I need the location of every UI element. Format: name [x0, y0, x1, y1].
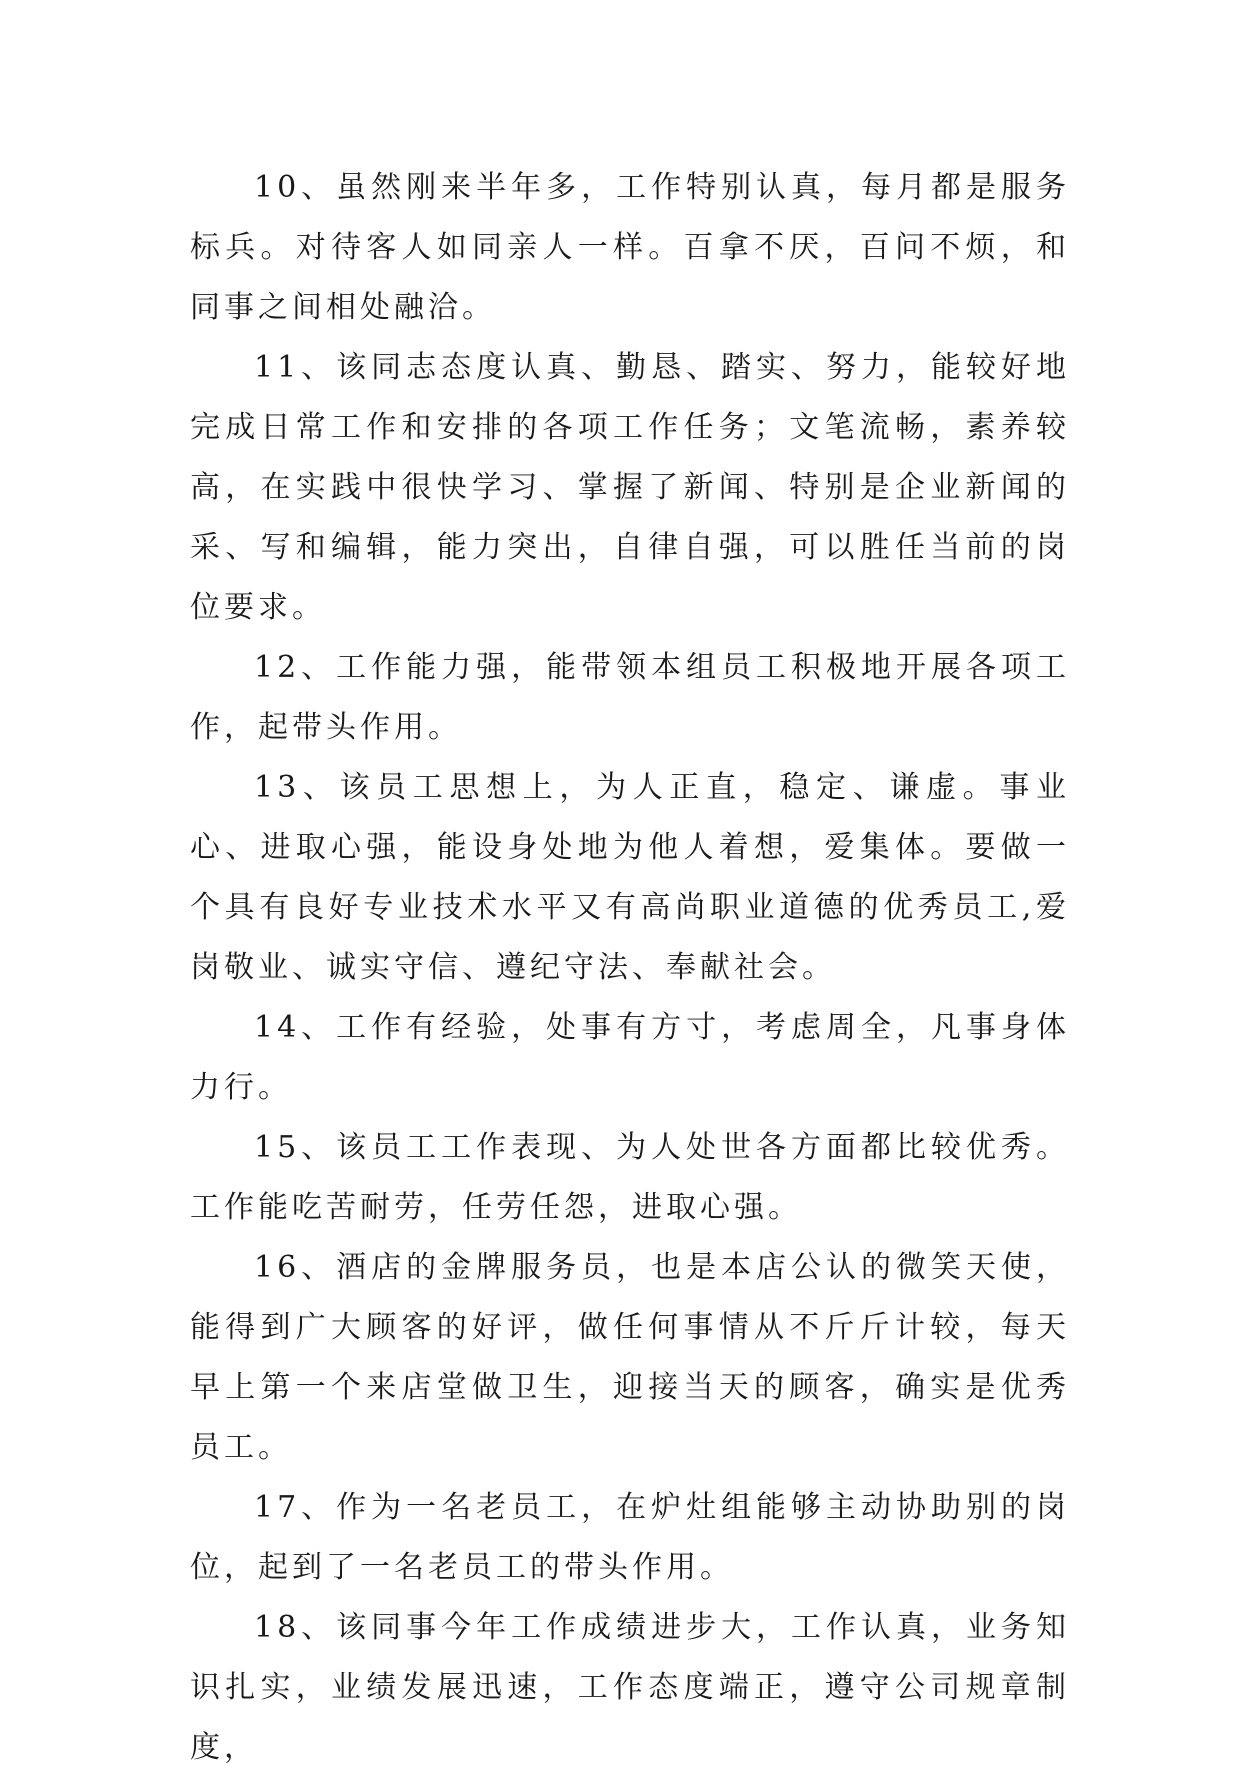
paragraph-12: 12、工作能力强，能带领本组员工积极地开展各项工作，起带头作用。: [190, 650, 1070, 745]
paragraph-13: 13、该员工思想上，为人正直，稳定、谦虚。事业心、进取心强，能设身处地为他人着想，爱集体。要做一个具有良好专业技术水平又有高尚职业道德的优秀员工,爱岗敬业、诚实守信、遵纪守法、奉献社会。: [190, 770, 1070, 985]
paragraph-18: 18、该同事今年工作成绩进步大，工作认真，业务知识扎实，业绩发展迅速，工作态度端正，遵守公司规章制度，: [190, 1610, 1070, 1765]
paragraph-14: 14、工作有经验，处事有方寸，考虑周全，凡事身体力行。: [190, 1010, 1070, 1105]
document-body: [190, 158, 1070, 1778]
paragraph-16: 16、酒店的金牌服务员，也是本店公认的微笑天使，能得到广大顾客的好评，做任何事情从不斤斤计较，每天早上第一个来店堂做卫生，迎接当天的顾客，确实是优秀员工。: [190, 1250, 1070, 1465]
paragraph-17: 17、作为一名老员工，在炉灶组能够主动协助别的岗位，起到了一名老员工的带头作用。: [190, 1490, 1070, 1585]
paragraph-10: 10、虽然刚来半年多，工作特别认真，每月都是服务标兵。对待客人如同亲人一样。百拿不厌，百问不烦，和同事之间相处融洽。: [190, 170, 1070, 325]
paragraph-15: 15、该员工工作表现、为人处世各方面都比较优秀。工作能吃苦耐劳，任劳任怨，进取心强。: [190, 1130, 1070, 1225]
paragraph-11: 11、该同志态度认真、勤恳、踏实、努力，能较好地完成日常工作和安排的各项工作任务；文笔流畅，素养较高，在实践中很快学习、掌握了新闻、特别是企业新闻的采、写和编辑，能力突出，自律自强，可以胜任当前的岗位要求。: [190, 350, 1070, 625]
